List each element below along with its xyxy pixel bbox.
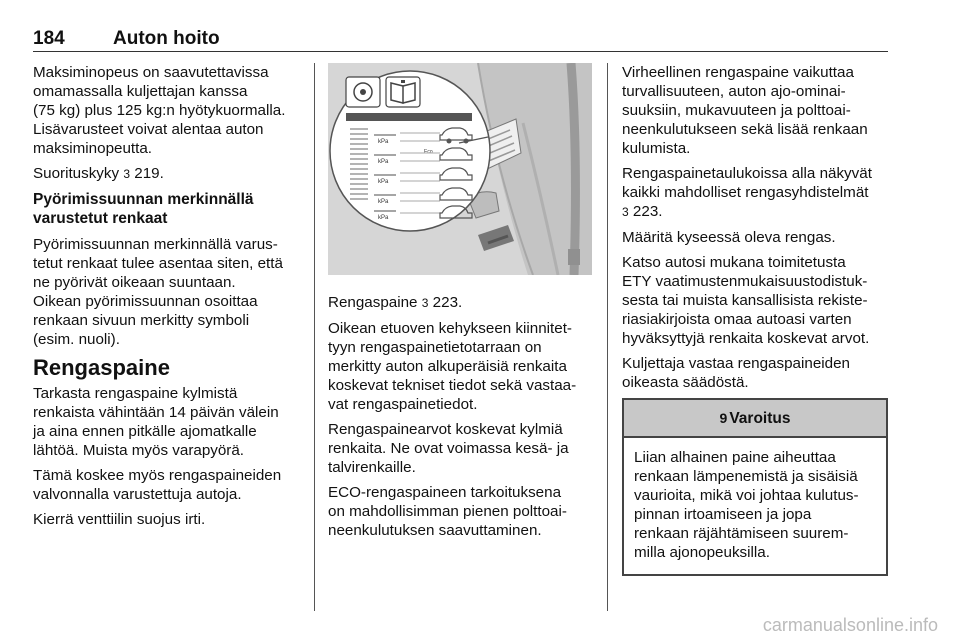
page-ref-arrow-icon: 3 — [622, 205, 629, 219]
determine-tyre-paragraph: Määritä kyseessä oleva rengas. — [622, 229, 836, 246]
kpa-label-3: kPa — [378, 179, 389, 185]
page-ref-arrow-icon: 3 — [421, 296, 429, 310]
tyre-pressure-heading: Rengaspaine — [33, 355, 170, 380]
warning-box — [622, 398, 888, 576]
page-number: 184 — [33, 28, 65, 49]
column-2 — [328, 63, 592, 546]
warning-body: Liian alhainen paine aiheuttaa renkaan lämpenemistä ja sisäisiä vaurioita, mikä voi johtaa kulutus- pinnan irtoamiseen ja jopa renkaan räjähtämiseen suurem- milla ajonopeuksilla. — [634, 449, 859, 561]
warning-triangle-icon: 9 — [719, 410, 728, 426]
cold-tyres-paragraph: Rengaspainearvot koskevat kylmiä renkaita. Ne ovat voimassa kesä- ja talvirenkaille. — [328, 421, 569, 476]
monitoring-paragraph: Tämä koskee myös rengaspaineiden valvonnalla varustettuja autoja. — [33, 467, 282, 503]
column-1 — [33, 63, 301, 535]
column-divider-2 — [607, 63, 608, 611]
tyre-pressure-label-figure — [328, 63, 592, 275]
running-title: Auton hoito — [113, 28, 220, 49]
coc-paragraph: Katso autosi mukana toimitetusta ETY vaatimustenmukaisuustodistuk- sesta tai muista kansallisista rekiste- riasiakirjoista omaa autoasi varten hyväksyttyjä renkaita koskevat arvot. — [622, 254, 870, 347]
page-link[interactable]: 219. — [134, 165, 164, 182]
kpa-label-4: kPa — [378, 199, 389, 205]
warning-header — [624, 400, 886, 438]
eco-pressure-paragraph: ECO-rengaspaineen tarkoituksena on mahdollisimman pienen polttoai- neenkulutuksen saavuttaminen. — [328, 484, 567, 539]
page-ref-arrow-icon: 3 — [123, 167, 131, 181]
column-3 — [622, 63, 888, 576]
watermark: carmanualsonline.info — [762, 615, 938, 635]
warning-title: Varoitus — [729, 410, 791, 427]
page-link[interactable]: 223. — [632, 203, 663, 220]
max-speed-paragraph: Maksiminopeus on saavutettavissa omamassalla kuljettajan kanssa (75 kg) plus 125 kg:n hyötykuormalla. Lisävarusteet voivat alentaa auton maksiminopeutta. — [33, 64, 286, 157]
valve-cap-paragraph: Kierrä venttiilin suojus irti. — [33, 511, 206, 528]
performance-reference: Suorituskyky 3 219. — [33, 165, 164, 182]
kpa-label-1: kPa — [378, 139, 389, 145]
eco-label: Eco — [424, 149, 433, 155]
kpa-label-5: kPa — [378, 215, 389, 221]
rotation-tyres-heading: Pyörimissuunnan merkinnällä varustetut renkaat — [33, 191, 254, 227]
wrong-pressure-paragraph: Virheellinen rengaspaine vaikuttaa turvallisuuteen, auton ajo-ominai- suuksiin, mukavuuteen ja polttoai- neenkulutukseen sekä lisää renkaan kulumista. — [622, 64, 868, 157]
header-rule — [33, 51, 888, 52]
driver-responsibility-paragraph: Kuljettaja vastaa rengaspaineiden oikeasta säädöstä. — [622, 355, 850, 391]
label-info-paragraph: Oikean etuoven kehykseen kiinnitet- tyyn rengaspainetietotarraan on merkitty auton alkuperäisiä renkaita koskevat tekniset tiedot sekä vastaa- vat rengaspainetiedot. — [328, 320, 577, 413]
pressure-tables-paragraph: Rengaspainetaulukoissa alla näkyvät kaikki mahdolliset rengasyhdistelmät 3 223. — [622, 165, 872, 220]
column-divider-1 — [314, 63, 315, 611]
check-pressure-paragraph: Tarkasta rengaspaine kylmistä renkaista vähintään 14 päivän välein ja aina ennen pitkälle ajomatkalle lähtöä. Muista myös varapyörä. — [33, 385, 279, 459]
page-link[interactable]: 223. — [432, 294, 463, 311]
rotation-paragraph: Pyörimissuunnan merkinnällä varus- tetut renkaat tulee asentaa siten, että ne pyörivät oikeaan suuntaan. Oikean pyörimissuunnan osoittaa renkaan sivuun merkitty symboli (esim. nuoli). — [33, 236, 283, 348]
figure-caption: Rengaspaine 3 223. — [328, 294, 463, 311]
kpa-label-2: kPa — [378, 159, 389, 165]
door-frame-illustration — [328, 63, 592, 275]
